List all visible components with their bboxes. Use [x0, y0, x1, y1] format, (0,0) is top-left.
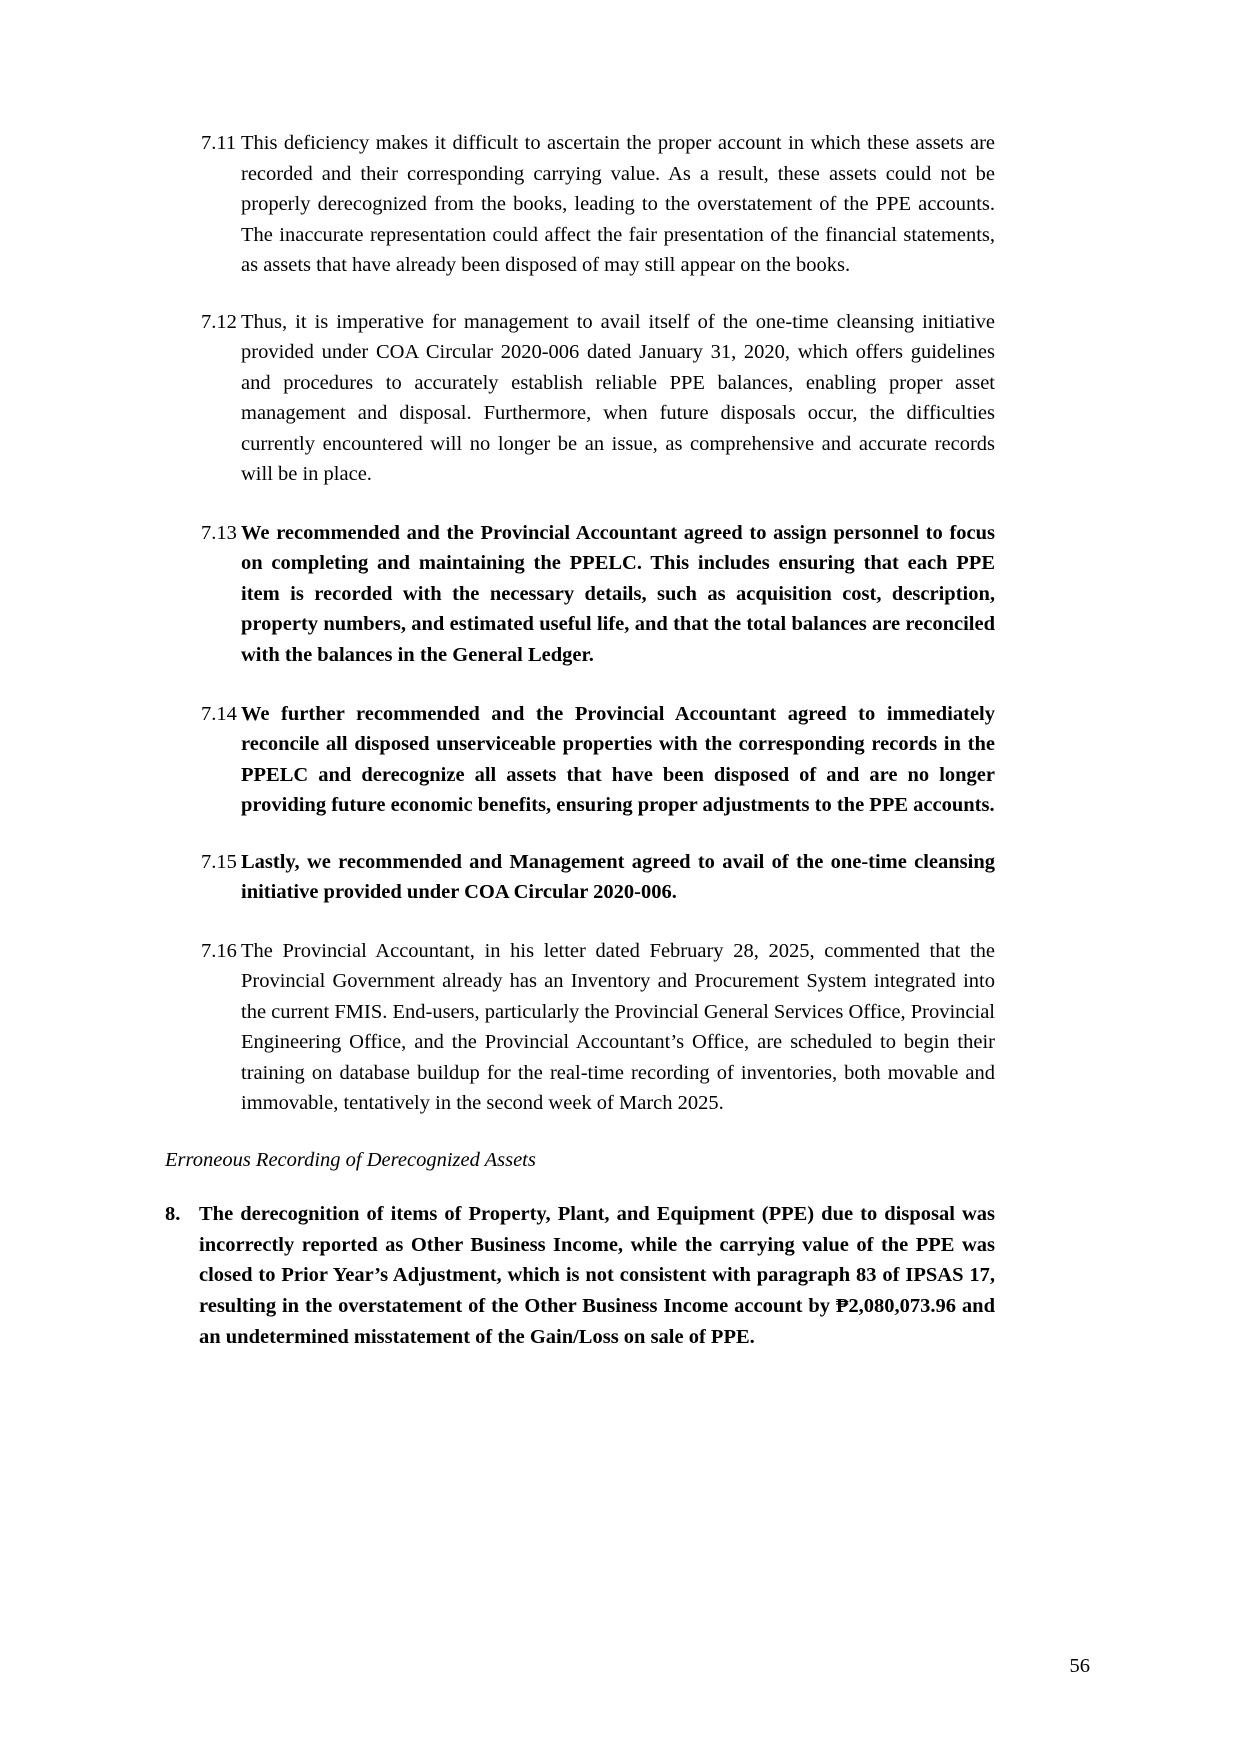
section-heading: Erroneous Recording of Derecognized Assets	[165, 1148, 536, 1171]
paragraph-number: 7.15	[201, 850, 237, 873]
page-content	[165, 128, 995, 1352]
page-number: 56	[1069, 1654, 1090, 1677]
finding-8	[165, 1199, 995, 1352]
paragraph-7-16	[165, 936, 995, 1119]
paragraph-7-11	[165, 128, 995, 281]
paragraph-7-14	[165, 699, 995, 821]
paragraph-number: 7.11	[201, 132, 237, 154]
finding-text: The derecognition of items of Property, Plant, and Equipment (PPE) due to disposal was incorrectly reported as Other Business Income, while the carrying value of the PPE was closed to Prior Year’s Adjustment, which is not consistent with paragraph 83 of IPSAS 17, resulting in the overstatement of the Other Business Income account by ₱2,080,073.96 and an undetermined misstatement of the Gain/Loss on sale of PPE.	[199, 1203, 995, 1348]
paragraph-text: The Provincial Accountant, in his letter dated February 28, 2025, commented that the Provincial Government already has an Inventory and Procurement System integrated into the current FMIS. End-users, particularly the Provincial General Services Office, Provincial Engineering Office, and the Provincial Accountant’s Office, are scheduled to begin their training on database buildup for the real-time recording of inventories, both movable and immovable, tentatively in the second week of March 2025.	[241, 939, 995, 1115]
paragraph-7-13	[165, 518, 995, 671]
finding-number: 8.	[165, 1203, 181, 1226]
paragraph-number: 7.12	[201, 310, 237, 333]
paragraph-number: 7.14	[201, 702, 237, 725]
paragraph-number: 7.16	[201, 939, 237, 962]
paragraph-number: 7.13	[201, 521, 237, 544]
paragraph-text: We further recommended and the Provincial Accountant agreed to immediately reconcile all disposed unserviceable properties with the corresponding records in the PPELC and derecognize all assets that have been disposed of and are no longer providing future economic benefits, ensuring proper adjustments to the PPE accounts.	[241, 702, 995, 817]
paragraph-text: Thus, it is imperative for management to avail itself of the one-time cleansing initiative provided under COA Circular 2020-006 dated January 31, 2020, which offers guidelines and procedures to accurately establish reliable PPE balances, enabling proper asset management and disposal. Furthermore, when future disposals occur, the difficulties currently encountered will no longer be an issue, as comprehensive and accurate records will be in place.	[241, 310, 995, 486]
paragraph-text: This deficiency makes it difficult to ascertain the proper account in which these assets are recorded and their corresponding carrying value. As a result, these assets could not be properly derecognized from the books, leading to the overstatement of the PPE accounts. The inaccurate representation could affect the fair presentation of the financial statements, as assets that have already been disposed of may still appear on the books.	[241, 132, 995, 277]
paragraph-7-12	[165, 307, 995, 490]
paragraph-text: We recommended and the Provincial Accountant agreed to assign personnel to focus on completing and maintaining the PPELC. This includes ensuring that each PPE item is recorded with the necessary details, such as acquisition cost, description, property numbers, and estimated useful life, and that the total balances are reconciled with the balances in the General Ledger.	[241, 521, 995, 666]
paragraph-text: Lastly, we recommended and Management agreed to avail of the one-time cleansing initiative provided under COA Circular 2020-006.	[241, 850, 995, 904]
paragraph-7-15	[165, 847, 995, 908]
